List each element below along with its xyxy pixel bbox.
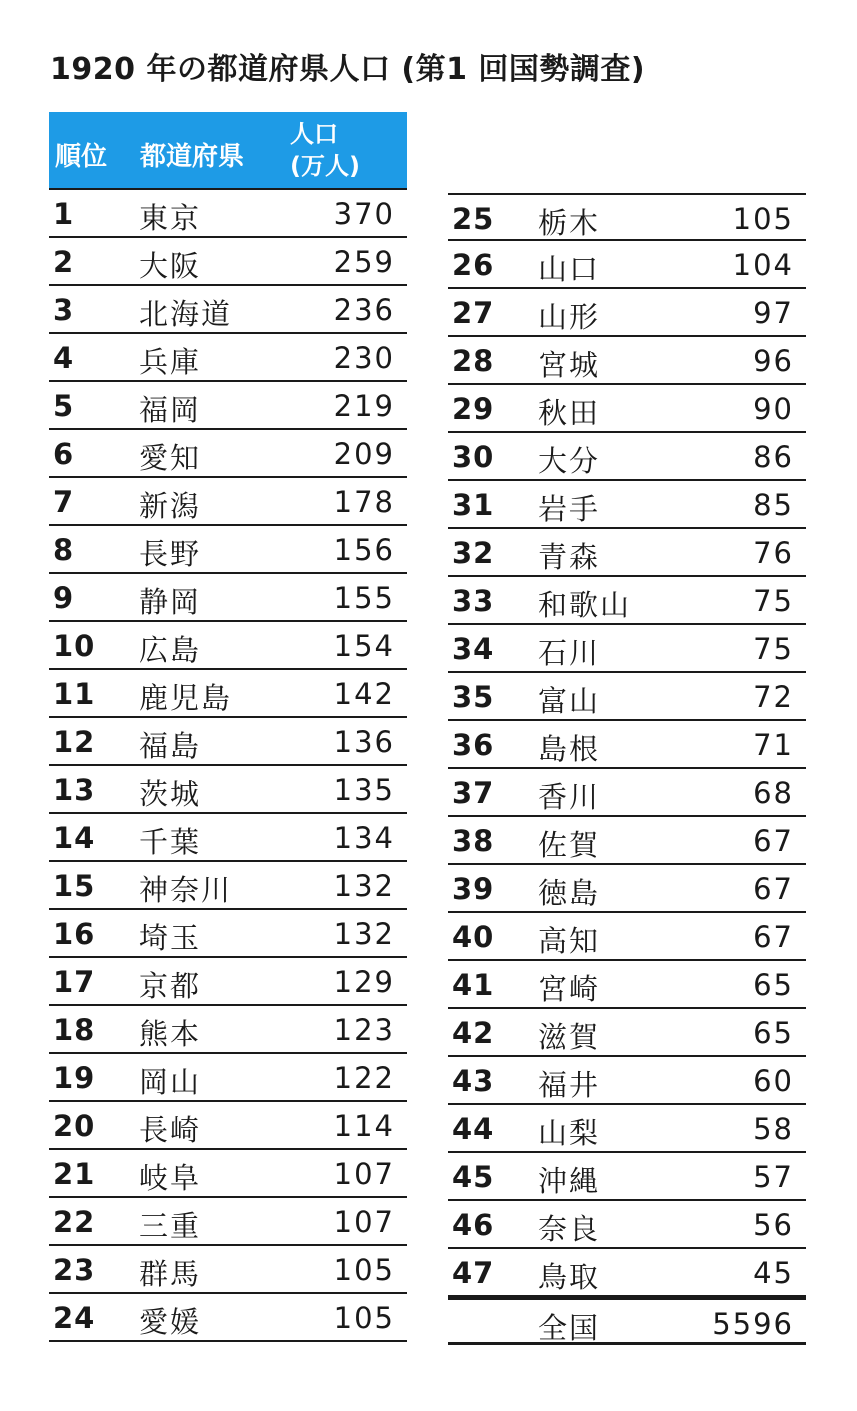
- table-row: [448, 289, 806, 337]
- rank-cell: 11: [53, 677, 96, 711]
- prefecture-cell: 群馬: [139, 1257, 202, 1291]
- prefecture-cell: 山形: [538, 300, 601, 334]
- rank-cell: 12: [53, 725, 96, 759]
- prefecture-cell: 熊本: [139, 1017, 202, 1051]
- rank-cell: 13: [53, 773, 96, 807]
- population-cell: 65: [753, 1016, 794, 1050]
- table-row: [49, 1198, 407, 1246]
- table-row: [448, 913, 806, 961]
- rank-cell: 5: [53, 389, 75, 423]
- table-row: [49, 1006, 407, 1054]
- prefecture-cell: 滋賀: [538, 1020, 601, 1054]
- population-cell: 86: [753, 440, 794, 474]
- population-cell: 230: [333, 341, 395, 375]
- table-header: [49, 112, 407, 190]
- rank-cell: 6: [53, 437, 75, 471]
- prefecture-cell: 長野: [139, 537, 202, 571]
- population-cell: 178: [333, 485, 395, 519]
- rank-cell: 8: [53, 533, 75, 567]
- prefecture-cell: 富山: [538, 684, 601, 718]
- rank-cell: 16: [53, 917, 96, 951]
- header-population-line2: (万人): [290, 152, 360, 180]
- rank-cell: 42: [452, 1016, 495, 1050]
- right-rows: [448, 193, 806, 1297]
- population-cell: 107: [333, 1157, 395, 1191]
- table-row: [49, 1294, 407, 1342]
- prefecture-cell: 千葉: [139, 825, 202, 859]
- rank-cell: 2: [53, 245, 75, 279]
- prefecture-cell: 京都: [139, 969, 202, 1003]
- population-cell: 259: [333, 245, 395, 279]
- prefecture-cell: 宮崎: [538, 972, 601, 1006]
- table-row: [49, 1102, 407, 1150]
- population-cell: 67: [753, 824, 794, 858]
- population-cell: 65: [753, 968, 794, 1002]
- table-row: [49, 286, 407, 334]
- table-row: [49, 622, 407, 670]
- rank-cell: 24: [53, 1301, 96, 1335]
- table-row: [448, 529, 806, 577]
- rank-cell: 30: [452, 440, 495, 474]
- rank-cell: 15: [53, 869, 96, 903]
- rank-cell: 29: [452, 392, 495, 426]
- population-cell: 370: [333, 197, 395, 231]
- rank-cell: 20: [53, 1109, 96, 1143]
- population-cell: 219: [333, 389, 395, 423]
- prefecture-cell: 新潟: [139, 489, 202, 523]
- population-cell: 58: [753, 1112, 794, 1146]
- rank-cell: 4: [53, 341, 75, 375]
- rank-cell: 33: [452, 584, 495, 618]
- right-table: [448, 193, 806, 1345]
- table-row: [448, 1201, 806, 1249]
- population-cell: 123: [333, 1013, 395, 1047]
- population-cell: 114: [333, 1109, 395, 1143]
- prefecture-cell: 岐阜: [139, 1161, 202, 1195]
- population-cell: 57: [753, 1160, 794, 1194]
- rank-cell: 28: [452, 344, 495, 378]
- rank-cell: 1: [53, 197, 75, 231]
- population-cell: 45: [753, 1256, 794, 1290]
- table-row: [448, 1009, 806, 1057]
- rank-cell: 19: [53, 1061, 96, 1095]
- left-rows: [49, 190, 407, 1342]
- population-cell: 72: [753, 680, 794, 714]
- prefecture-cell: 兵庫: [139, 345, 202, 379]
- prefecture-cell: 和歌山: [538, 588, 632, 622]
- total-population: 5596: [712, 1307, 794, 1341]
- table-row: [49, 574, 407, 622]
- rank-cell: 37: [452, 776, 495, 810]
- prefecture-cell: 高知: [538, 924, 601, 958]
- table-row: [448, 193, 806, 241]
- rank-cell: 7: [53, 485, 75, 519]
- page-title: 1920 年の都道府県人口 (第1 回国勢調査): [50, 52, 646, 87]
- table-row: [49, 814, 407, 862]
- table-row: [49, 430, 407, 478]
- left-table: [49, 112, 407, 1342]
- rank-cell: 39: [452, 872, 495, 906]
- population-cell: 129: [333, 965, 395, 999]
- prefecture-cell: 福島: [139, 729, 202, 763]
- table-row: [49, 958, 407, 1006]
- prefecture-cell: 佐賀: [538, 828, 601, 862]
- header-prefecture: 都道府県: [140, 142, 245, 172]
- population-cell: 154: [333, 629, 395, 663]
- population-cell: 67: [753, 872, 794, 906]
- population-cell: 75: [753, 584, 794, 618]
- table-row: [49, 718, 407, 766]
- prefecture-cell: 岩手: [538, 492, 601, 526]
- rank-cell: 36: [452, 728, 495, 762]
- prefecture-cell: 福岡: [139, 393, 202, 427]
- table-row: [49, 910, 407, 958]
- prefecture-cell: 鳥取: [538, 1260, 601, 1294]
- population-cell: 71: [753, 728, 794, 762]
- population-cell: 104: [732, 248, 794, 282]
- total-label: 全国: [538, 1311, 601, 1345]
- table-row: [448, 1105, 806, 1153]
- population-cell: 96: [753, 344, 794, 378]
- prefecture-cell: 岡山: [139, 1065, 202, 1099]
- population-cell: 155: [333, 581, 395, 615]
- prefecture-cell: 奈良: [538, 1212, 601, 1246]
- population-cell: 156: [333, 533, 395, 567]
- table-row: [49, 526, 407, 574]
- prefecture-cell: 宮城: [538, 348, 601, 382]
- rank-cell: 41: [452, 968, 495, 1002]
- prefecture-cell: 青森: [538, 540, 601, 574]
- prefecture-cell: 香川: [538, 780, 601, 814]
- header-population-line1: 人口: [290, 120, 338, 148]
- population-cell: 134: [333, 821, 395, 855]
- table-row: [448, 385, 806, 433]
- prefecture-cell: 島根: [538, 732, 601, 766]
- prefecture-cell: 埼玉: [139, 921, 202, 955]
- rank-cell: 31: [452, 488, 495, 522]
- rank-cell: 14: [53, 821, 96, 855]
- rank-cell: 18: [53, 1013, 96, 1047]
- rank-cell: 17: [53, 965, 96, 999]
- rank-cell: 32: [452, 536, 495, 570]
- prefecture-cell: 愛媛: [139, 1305, 202, 1339]
- prefecture-cell: 静岡: [139, 585, 202, 619]
- prefecture-cell: 広島: [139, 633, 202, 667]
- population-cell: 85: [753, 488, 794, 522]
- rank-cell: 40: [452, 920, 495, 954]
- population-cell: 76: [753, 536, 794, 570]
- rank-cell: 34: [452, 632, 495, 666]
- prefecture-cell: 鹿児島: [139, 681, 233, 715]
- table-row: [448, 673, 806, 721]
- total-row: [448, 1297, 806, 1345]
- population-cell: 75: [753, 632, 794, 666]
- population-cell: 90: [753, 392, 794, 426]
- header-population: [290, 118, 360, 182]
- header-rank: 順位: [55, 142, 108, 172]
- rank-cell: 3: [53, 293, 75, 327]
- rank-cell: 21: [53, 1157, 96, 1191]
- population-cell: 236: [333, 293, 395, 327]
- rank-cell: 43: [452, 1064, 495, 1098]
- population-cell: 67: [753, 920, 794, 954]
- population-cell: 105: [333, 1301, 395, 1335]
- table-row: [448, 577, 806, 625]
- table-row: [448, 481, 806, 529]
- table-row: [49, 238, 407, 286]
- table-row: [448, 1249, 806, 1297]
- population-cell: 132: [333, 869, 395, 903]
- population-cell: 107: [333, 1205, 395, 1239]
- table-row: [448, 961, 806, 1009]
- table-row: [49, 1054, 407, 1102]
- table-row: [448, 865, 806, 913]
- table-row: [448, 337, 806, 385]
- prefecture-cell: 大分: [538, 444, 601, 478]
- rank-cell: 26: [452, 248, 495, 282]
- table-row: [448, 625, 806, 673]
- population-cell: 56: [753, 1208, 794, 1242]
- prefecture-cell: 石川: [538, 636, 601, 670]
- prefecture-cell: 長崎: [139, 1113, 202, 1147]
- rank-cell: 45: [452, 1160, 495, 1194]
- prefecture-cell: 愛知: [139, 441, 202, 475]
- population-cell: 60: [753, 1064, 794, 1098]
- rank-cell: 38: [452, 824, 495, 858]
- population-cell: 97: [753, 296, 794, 330]
- prefecture-cell: 秋田: [538, 396, 601, 430]
- prefecture-cell: 三重: [139, 1209, 202, 1243]
- population-cell: 135: [333, 773, 395, 807]
- prefecture-cell: 福井: [538, 1068, 601, 1102]
- table-row: [49, 478, 407, 526]
- table-row: [49, 670, 407, 718]
- population-cell: 209: [333, 437, 395, 471]
- table-row: [448, 769, 806, 817]
- table-row: [49, 1150, 407, 1198]
- population-cell: 122: [333, 1061, 395, 1095]
- table-row: [448, 817, 806, 865]
- prefecture-cell: 北海道: [139, 297, 233, 331]
- rank-cell: 9: [53, 581, 75, 615]
- rank-cell: 47: [452, 1256, 495, 1290]
- table-row: [448, 721, 806, 769]
- table-row: [448, 433, 806, 481]
- prefecture-cell: 山口: [538, 252, 601, 286]
- population-cell: 136: [333, 725, 395, 759]
- prefecture-cell: 徳島: [538, 876, 601, 910]
- table-row: [448, 1153, 806, 1201]
- rank-cell: 44: [452, 1112, 495, 1146]
- table-row: [448, 1057, 806, 1105]
- prefecture-cell: 栃木: [538, 206, 601, 240]
- population-cell: 132: [333, 917, 395, 951]
- table-row: [49, 382, 407, 430]
- table-row: [49, 862, 407, 910]
- rank-cell: 46: [452, 1208, 495, 1242]
- population-cell: 105: [333, 1253, 395, 1287]
- table-row: [49, 190, 407, 238]
- prefecture-cell: 東京: [139, 201, 202, 235]
- rank-cell: 10: [53, 629, 96, 663]
- table-row: [49, 766, 407, 814]
- prefecture-cell: 茨城: [139, 777, 202, 811]
- population-cell: 105: [732, 202, 794, 236]
- table-row: [448, 241, 806, 289]
- rank-cell: 22: [53, 1205, 96, 1239]
- rank-cell: 27: [452, 296, 495, 330]
- prefecture-cell: 大阪: [139, 249, 202, 283]
- population-cell: 68: [753, 776, 794, 810]
- table-row: [49, 1246, 407, 1294]
- prefecture-cell: 沖縄: [538, 1164, 601, 1198]
- population-cell: 142: [333, 677, 395, 711]
- rank-cell: 25: [452, 202, 495, 236]
- rank-cell: 23: [53, 1253, 96, 1287]
- prefecture-cell: 神奈川: [139, 873, 233, 907]
- rank-cell: 35: [452, 680, 495, 714]
- table-row: [49, 334, 407, 382]
- prefecture-cell: 山梨: [538, 1116, 601, 1150]
